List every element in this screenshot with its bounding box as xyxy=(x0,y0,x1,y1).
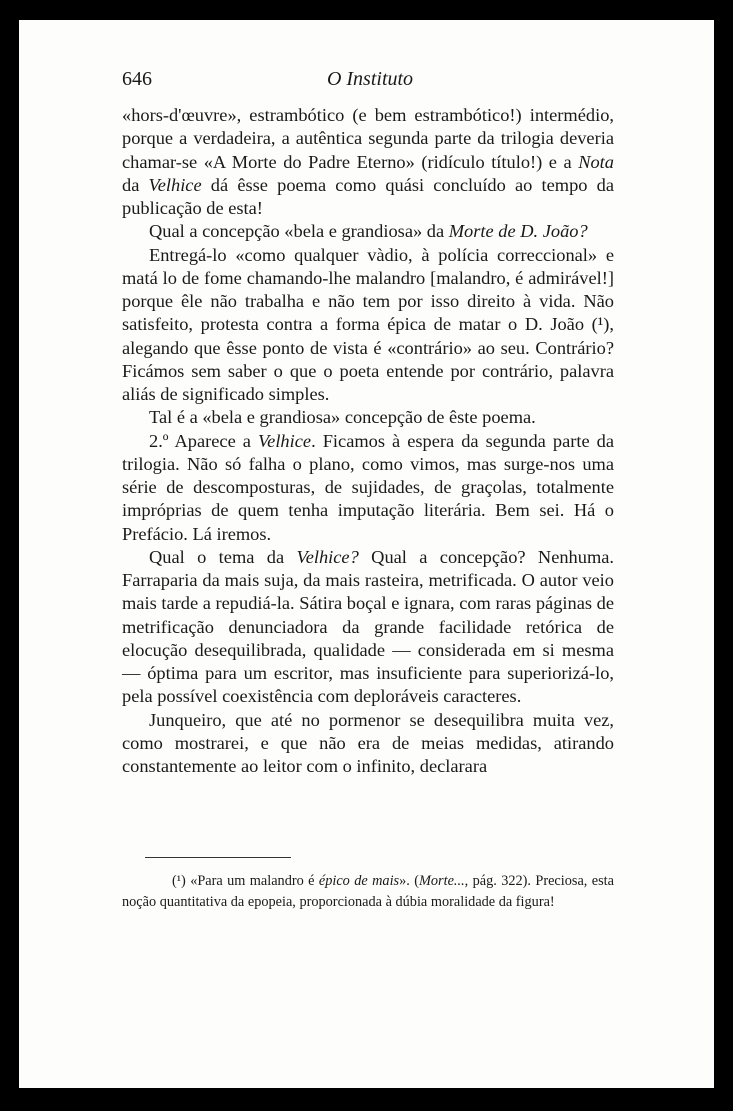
paragraph-1-text-a: «hors-d'œuvre», estrambótico (e bem estrambótico!) intermédio, porque a verdadeira, a autêntica segunda parte da trilogia deveria chamar-se «A Morte do Padre Eterno» (ridículo título!) e a xyxy=(122,105,614,172)
paragraph-5-text-a: 2.º Aparece a xyxy=(149,430,258,451)
paragraph-1-italic-a: Nota xyxy=(578,151,614,172)
paragraph-1-text-b: da xyxy=(122,174,149,195)
paragraph-5 xyxy=(122,430,614,546)
body-text xyxy=(122,104,614,778)
paragraph-2-text-a: Qual a concepção «bela e grandiosa» da xyxy=(149,221,449,242)
running-title: O Instituto xyxy=(326,68,414,90)
paragraph-4: Tal é a «bela e grandiosa» concepção de êste poema. xyxy=(149,407,536,428)
paragraph-2-italic-a: Morte de D. João? xyxy=(448,221,588,242)
paragraph-5-italic-a: Velhice xyxy=(257,430,312,451)
paragraph-5-text-b: . Ficamos à espera da segunda parte da trilogia. Não só falha o plano, como vimos, mas surge-nos uma série de descomposturas, de sujidades, de graçolas, totalmente impróprias de quem tenha imputação literária. Bem sei. Há o Prefácio. Lá iremos. xyxy=(122,430,615,544)
footnote-rule xyxy=(145,857,291,858)
footnote-text-b: ». ( xyxy=(399,873,419,889)
footnote-italic-a: épico de mais xyxy=(318,873,400,889)
paragraph-6-italic-a: Velhice? xyxy=(296,546,359,567)
paragraph-6 xyxy=(122,546,614,709)
paragraph-7: Junqueiro, que até no pormenor se desequilibra muita vez, como mostrarei, e que não era de meias medidas, atirando constantemente ao leitor com o infinito, declarara xyxy=(122,709,614,776)
paragraph-3: Entregá-lo «como qualquer vàdio, à polícia correccional» e matá lo de fome chamando-lhe malandro [malandro, é admirável!] porque êle não trabalha e não tem por isso direito à vida. Não satisfeito, protesta contra a forma épica de matar o D. João (¹), alegando que êsse ponto de vista é «contrário» ao seu. Contrário? Ficámos sem saber o que o poeta entende por contrário, palavra aliás de significado simples. xyxy=(122,244,614,404)
footnote-paragraph xyxy=(122,871,614,913)
paragraph-1-italic-b: Velhice xyxy=(148,174,202,195)
paragraph-6-text-a: Qual o tema da xyxy=(149,546,297,567)
footnote-text-a: (¹) «Para um malandro é xyxy=(172,873,319,889)
paragraph-1-text-c: dá êsse poema como quási concluído ao tempo da publicação de esta! xyxy=(122,174,614,218)
page-number: 646 xyxy=(122,68,152,90)
paragraph-1 xyxy=(122,104,614,220)
paragraph-6-text-b: Qual a concepção? Nenhuma. Farraparia da mais suja, da mais rasteira, metrificada. O autor veio mais tarde a repudiá-la. Sátira boçal e ignara, com raras páginas de metrificação denunciadora da grande facilidade retórica de elocução desequilibrada, qualidade — considerada em si mesma — óptima para um escritor, mas insuficiente para superiorizá-lo, pela possível coexistência com deploráveis caracteres. xyxy=(122,546,615,707)
footnote-italic-b: Morte... xyxy=(418,873,465,889)
paragraph-2 xyxy=(122,220,614,243)
page-header xyxy=(122,64,618,94)
footnote-text-c: , pág. 322). Preciosa, esta noção quantitativa da epopeia, proporcionada à dúbia moralidade da figura! xyxy=(122,873,614,910)
footnote xyxy=(122,871,614,913)
